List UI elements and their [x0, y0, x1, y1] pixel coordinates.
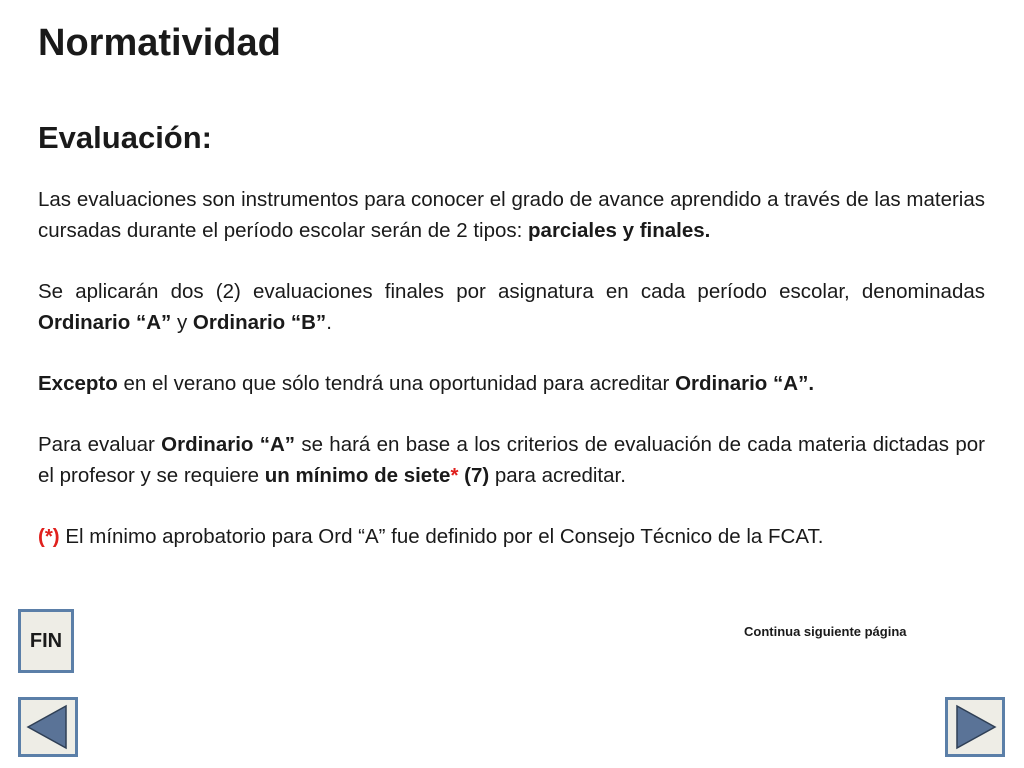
- p4-text3: para acreditar.: [489, 464, 626, 487]
- p3-text1: en el verano que sólo tendrá una oportunidad para acreditar: [117, 372, 676, 395]
- p2-bold2: Ordinario “B”: [192, 311, 327, 334]
- p3-bold1: Excepto: [38, 372, 118, 395]
- p2-text1: Se aplicarán dos (2) evaluaciones finales por asignatura en cada período escolar, denominadas: [38, 280, 985, 303]
- page-title: Normatividad: [38, 22, 281, 64]
- p2-text3: .: [326, 311, 332, 334]
- p1-bold: parciales y finales.: [528, 219, 711, 242]
- p1-text: Las evaluaciones son instrumentos para conocer el grado de avance aprendido a través de las materias cursadas durante el período escolar serán de 2 tipos:: [38, 188, 985, 242]
- p4-bold1: Ordinario “A”: [161, 433, 296, 456]
- body-content: [38, 184, 985, 552]
- p4-bold2: un mínimo de siete: [264, 464, 451, 487]
- previous-slide-button[interactable]: [18, 697, 78, 757]
- section-heading: Evaluación:: [38, 120, 212, 155]
- p4-text1: Para evaluar: [38, 433, 162, 456]
- triangle-left-icon: [21, 700, 75, 754]
- p4-bold3: (7): [458, 464, 490, 487]
- p2-bold1: Ordinario “A”: [38, 311, 172, 334]
- p4-asterisk: *: [450, 464, 459, 487]
- p4-text2: se hará en base a los criterios de evaluación de cada materia dictadas por el profesor y se requiere: [38, 433, 985, 487]
- next-slide-button[interactable]: [945, 697, 1005, 757]
- paragraph-types: [38, 184, 985, 246]
- paragraph-finals: [38, 276, 985, 338]
- continue-note: Continua siguiente página: [744, 624, 907, 639]
- paragraph-criteria: [38, 429, 985, 491]
- footnote-marker: (*): [38, 525, 60, 548]
- p2-text2: y: [171, 311, 193, 334]
- paragraph-exception: [38, 368, 985, 399]
- p3-bold2: Ordinario “A”.: [675, 372, 815, 395]
- paragraph-footnote: [38, 521, 985, 552]
- triangle-right-icon: [948, 700, 1002, 754]
- fin-button[interactable]: FIN: [18, 609, 74, 673]
- footnote-text: El mínimo aprobatorio para Ord “A” fue definido por el Consejo Técnico de la FCAT.: [59, 525, 824, 548]
